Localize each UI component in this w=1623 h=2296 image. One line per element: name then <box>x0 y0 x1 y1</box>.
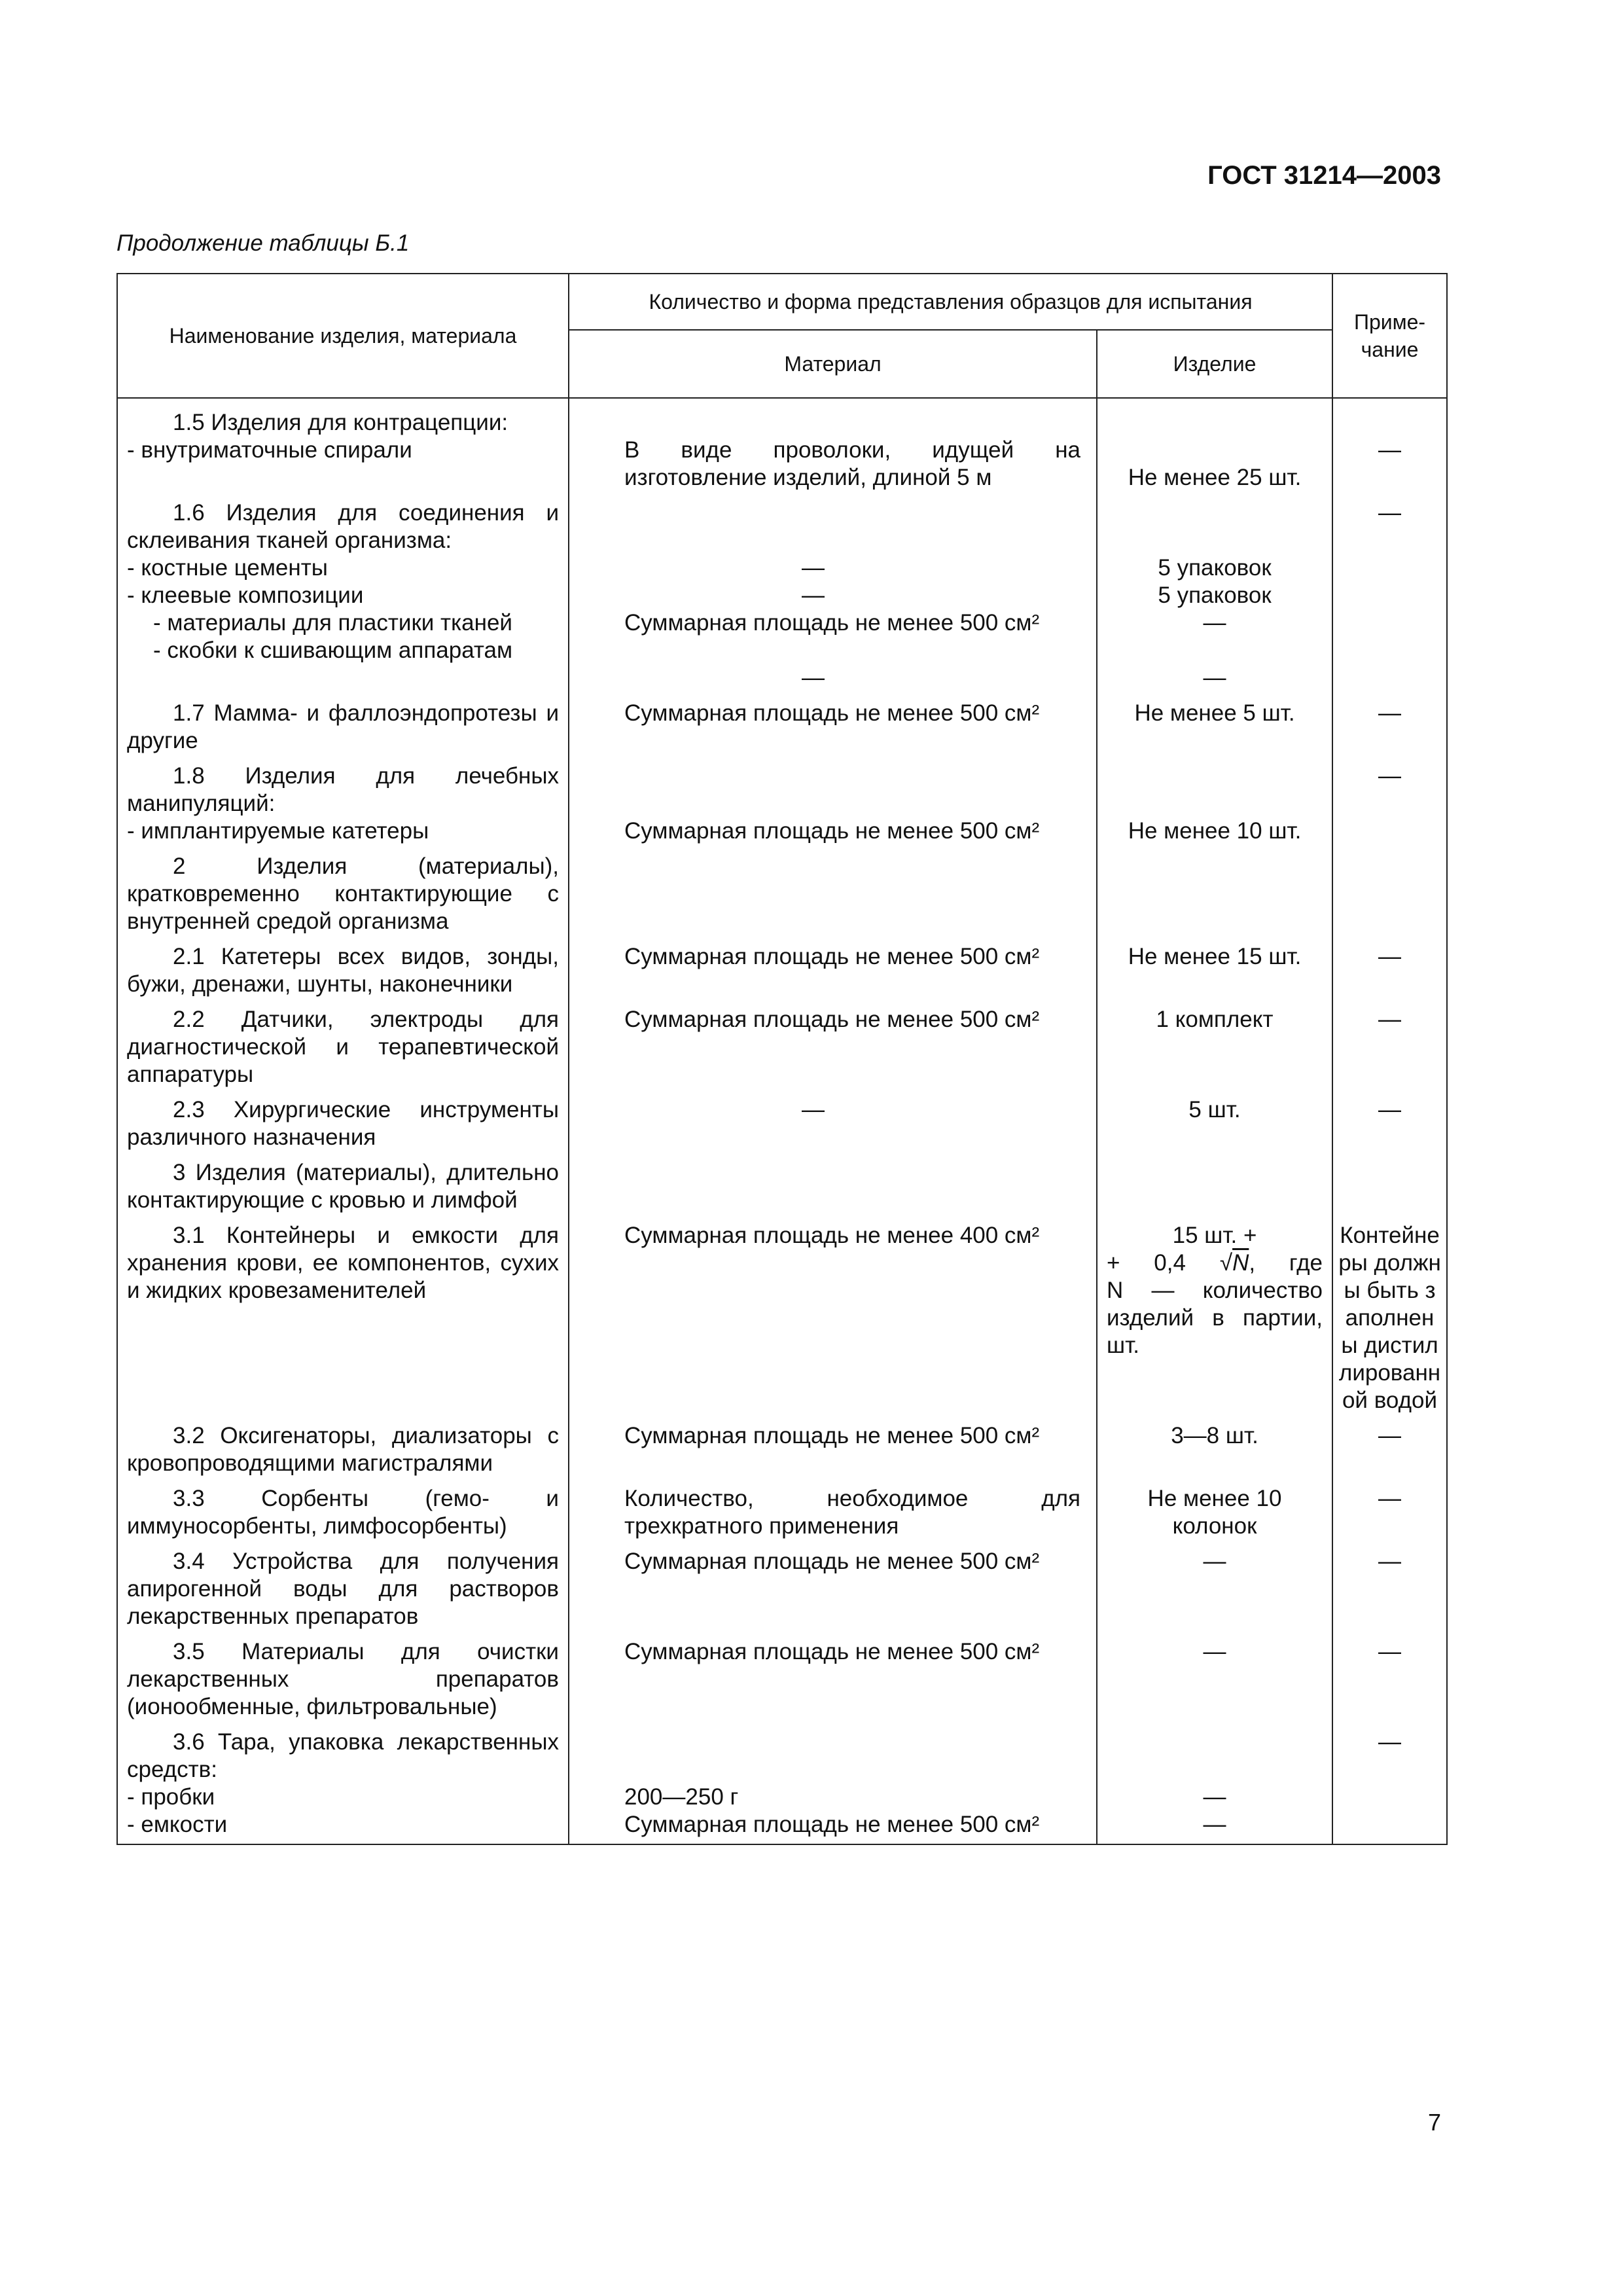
row-title: 2.3 Хирургические инструменты различного назначения <box>127 1097 559 1150</box>
formula-variable: N <box>1232 1250 1249 1276</box>
row-title: 1.7 Мамма- и фаллоэндопротезы и другие <box>127 700 559 753</box>
note-cell: Контейнеры должны быть заполнены дистиллированной водой <box>1338 1223 1441 1413</box>
note-cell: — <box>1378 1639 1402 1664</box>
row-subitem: - скобки к сшивающим аппаратам <box>153 637 513 663</box>
header-material: Материал <box>569 330 1097 398</box>
note-cell: — <box>1378 1097 1402 1122</box>
note-cell: — <box>1378 1007 1402 1032</box>
note-cell: — <box>1378 500 1402 526</box>
row-title: 3.1 Контейнеры и емкости для хранения крови, ее компонентов, сухих и жидких кровезаменителей <box>127 1223 559 1303</box>
note-cell: — <box>1378 944 1402 969</box>
row-title: 2.1 Катетеры всех видов, зонды, бужи, дренажи, шунты, наконечники <box>127 944 559 997</box>
row-title: 1.8 Изделия для лечебных манипуляций: <box>127 763 559 816</box>
table-row <box>117 492 1447 692</box>
material-cell: Суммарная площадь не менее 500 см² <box>624 610 1040 636</box>
product-cell: Не менее 10 колонок <box>1147 1486 1282 1539</box>
material-cell: Суммарная площадь не менее 500 см² <box>624 944 1040 969</box>
specimen-table <box>116 273 1448 1845</box>
table-row <box>117 1477 1447 1540</box>
table-row <box>117 1214 1447 1414</box>
product-cell: — <box>1203 665 1226 691</box>
table-row <box>117 1540 1447 1630</box>
product-cell: N — количество изделий в партии, шт. <box>1107 1278 1323 1358</box>
row-subitem: - имплантируемые катетеры <box>127 818 429 844</box>
product-cell: — <box>1203 1812 1226 1837</box>
table-row <box>117 1151 1447 1214</box>
material-cell: — <box>802 583 825 608</box>
material-cell: Суммарная площадь не менее 500 см² <box>624 1812 1040 1837</box>
section-title: 3 Изделия (материалы), длительно контактирующие с кровью и лимфой <box>127 1160 559 1213</box>
row-subitem: - внутриматочные спирали <box>127 437 412 463</box>
product-cell: 3—8 шт. <box>1171 1423 1258 1448</box>
product-cell: Не менее 15 шт. <box>1128 944 1302 969</box>
row-subitem: - материалы для пластики тканей <box>153 610 512 636</box>
table-row <box>117 1414 1447 1477</box>
row-title: 3.4 Устройства для получения апирогенной воды для растворов лекарственных препаратов <box>127 1549 559 1629</box>
table-row <box>117 1088 1447 1151</box>
header-name: Наименование изделия, материала <box>117 274 569 398</box>
row-title: 2.2 Датчики, электроды для диагностической и терапевтической аппаратуры <box>127 1007 559 1087</box>
document-code: ГОСТ 31214—2003 <box>1207 161 1441 190</box>
row-subitem: - костные цементы <box>127 555 328 581</box>
section-title: 2 Изделия (материалы), кратковременно контактирующие с внутренней средой организма <box>127 853 559 934</box>
product-cell: — <box>1203 1784 1226 1810</box>
product-formula <box>1107 1249 1323 1277</box>
product-cell: 5 шт. <box>1188 1097 1241 1122</box>
row-subitem: - клеевые композиции <box>127 583 364 608</box>
table-row <box>117 398 1447 492</box>
page-number: 7 <box>1427 2109 1441 2136</box>
product-cell: — <box>1203 610 1226 636</box>
row-title: 3.6 Тара, упаковка лекарственных средств: <box>127 1729 559 1782</box>
material-cell: Суммарная площадь не менее 500 см² <box>624 1423 1040 1448</box>
product-cell: Не менее 25 шт. <box>1128 465 1302 490</box>
material-cell: Количество, необходимое для трехкратного применения <box>624 1486 1080 1539</box>
material-cell: Суммарная площадь не менее 400 см² <box>624 1223 1040 1248</box>
sqrt-icon: √ <box>1219 1250 1233 1276</box>
note-cell: — <box>1378 1549 1402 1574</box>
header-note: Приме-чание <box>1332 274 1447 398</box>
row-subitem: - емкости <box>127 1812 228 1837</box>
material-cell: — <box>802 665 825 691</box>
row-subitem: - пробки <box>127 1784 215 1810</box>
note-cell: — <box>1378 1729 1402 1755</box>
formula-part: , где <box>1249 1250 1323 1276</box>
note-cell: — <box>1378 763 1402 789</box>
table-caption: Продолжение таблицы Б.1 <box>116 230 410 256</box>
table-row <box>117 845 1447 935</box>
note-cell: — <box>1378 437 1402 463</box>
note-cell: — <box>1378 1423 1402 1448</box>
material-cell: Суммарная площадь не менее 500 см² <box>624 1549 1040 1574</box>
product-cell: 1 комплект <box>1156 1007 1274 1032</box>
row-title: 3.3 Сорбенты (гемо- и иммуносорбенты, лимфосорбенты) <box>127 1486 559 1539</box>
material-cell: 200—250 г <box>624 1784 739 1810</box>
note-cell: — <box>1378 700 1402 726</box>
row-title: 3.5 Материалы для очистки лекарственных препаратов (ионообменные, фильтровальные) <box>127 1639 559 1719</box>
row-title: 1.5 Изделия для контрацепции: <box>173 410 508 435</box>
table-row <box>117 935 1447 998</box>
product-cell: — <box>1203 1639 1226 1664</box>
material-cell: В виде проволоки, идущей на изготовление изделий, длиной 5 м <box>624 437 1080 490</box>
table-row <box>117 1721 1447 1844</box>
table-row <box>117 998 1447 1088</box>
material-cell: — <box>802 1097 825 1122</box>
product-cell: — <box>1203 1549 1226 1574</box>
product-cell: 5 упаковок <box>1158 555 1272 581</box>
row-title: 3.2 Оксигенаторы, диализаторы с кровопроводящими магистралями <box>127 1423 559 1476</box>
table-row <box>117 1630 1447 1721</box>
row-title: 1.6 Изделия для соединения и склеивания тканей организма: <box>127 500 559 553</box>
material-cell: Суммарная площадь не менее 500 см² <box>624 700 1040 726</box>
header-group: Количество и форма представления образцов для испытания <box>569 274 1332 330</box>
table-row <box>117 692 1447 755</box>
product-cell: 5 упаковок <box>1158 583 1272 608</box>
product-cell: Не менее 5 шт. <box>1134 700 1295 726</box>
header-product: Изделие <box>1097 330 1332 398</box>
material-cell: Суммарная площадь не менее 500 см² <box>624 818 1040 844</box>
note-cell: — <box>1378 1486 1402 1511</box>
formula-part: + 0,4 <box>1107 1250 1186 1276</box>
product-cell: 15 шт. + <box>1172 1223 1257 1248</box>
material-cell: Суммарная площадь не менее 500 см² <box>624 1007 1040 1032</box>
table-row <box>117 755 1447 845</box>
material-cell: — <box>802 555 825 581</box>
product-cell: Не менее 10 шт. <box>1128 818 1302 844</box>
material-cell: Суммарная площадь не менее 500 см² <box>624 1639 1040 1664</box>
